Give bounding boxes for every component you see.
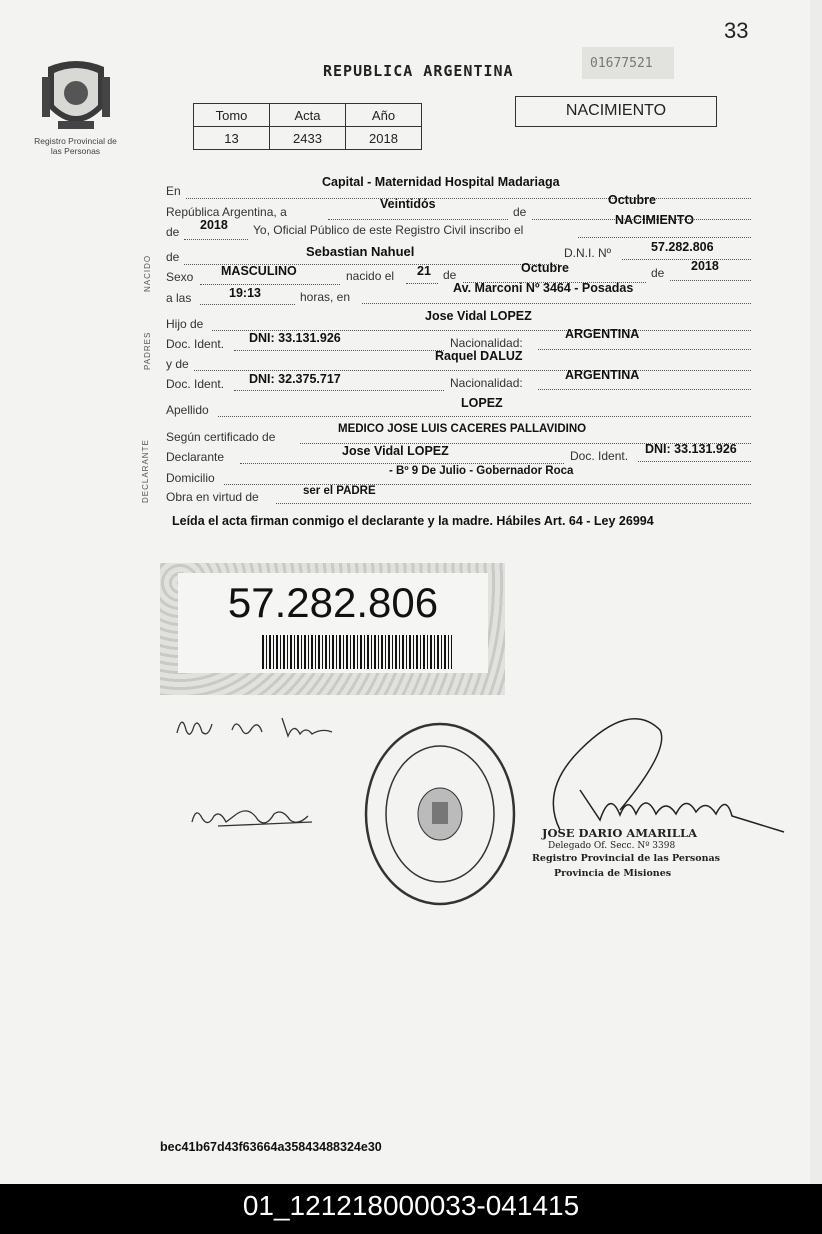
- label-nacido-el: nacido el: [346, 269, 395, 283]
- label-de: de: [651, 266, 665, 280]
- header-tomo: Tomo: [194, 104, 270, 127]
- value-dia: Veintidós: [380, 197, 436, 211]
- official-province: Provincia de Misiones: [554, 868, 672, 879]
- father-signature: [172, 708, 342, 748]
- value-obra: ser el PADRE: [303, 485, 376, 497]
- value-tomo: 13: [194, 127, 270, 150]
- dotted-line: [538, 348, 751, 350]
- label-de: de: [443, 268, 457, 282]
- dotted-line: [234, 349, 444, 351]
- label-yo: Yo, Oficial Público de este Registro Civil inscribo el: [253, 223, 524, 237]
- label-nacionalidad: Nacionalidad:: [450, 376, 523, 390]
- label-obra: Obra en virtud de: [166, 490, 259, 504]
- value-madre: Raquel DALUZ: [435, 349, 523, 363]
- official-seal: [362, 720, 518, 908]
- value-nombre: Sebastian Nahuel: [306, 244, 415, 259]
- dotted-line: [218, 415, 751, 417]
- dotted-line: [200, 283, 340, 285]
- book-reference-table: [193, 103, 422, 150]
- footer-code: 01_121218000033-041415: [0, 1184, 822, 1234]
- value-domicilio: - Bº 9 De Julio - Gobernador Roca: [389, 465, 574, 477]
- official-signature: [500, 710, 790, 840]
- dotted-line: [538, 388, 751, 390]
- dotted-line: [578, 236, 751, 238]
- value-tipo: NACIMIENTO: [615, 213, 694, 227]
- label-a-las: a las: [166, 291, 192, 305]
- dotted-line: [406, 282, 438, 284]
- label-declarante: Declarante: [166, 450, 225, 464]
- label-horas-en: horas, en: [300, 290, 351, 304]
- label-apellido: Apellido: [166, 403, 209, 417]
- value-sexo: MASCULINO: [221, 264, 297, 278]
- value-padre-doc: DNI: 33.131.926: [249, 331, 341, 345]
- sticker-number: 57.282.806: [227, 579, 439, 626]
- label-en: En: [166, 184, 181, 198]
- label-dni: D.N.I. Nº: [564, 246, 612, 260]
- label-doc-ident: Doc. Ident.: [166, 377, 225, 391]
- label-domicilio: Domicilio: [166, 471, 215, 485]
- document-title: REPUBLICA ARGENTINA: [323, 62, 514, 80]
- value-anio: 2018: [200, 218, 228, 232]
- value-padre-nac: ARGENTINA: [565, 327, 640, 341]
- value-hora: 19:13: [229, 286, 261, 300]
- dotted-line: [194, 369, 751, 371]
- value-mes: Octubre: [608, 193, 656, 207]
- value-nac-dia: 21: [417, 264, 431, 278]
- dotted-line: [362, 302, 751, 304]
- value-dni: 57.282.806: [651, 240, 714, 254]
- dotted-line: [240, 462, 564, 464]
- dotted-line: [184, 238, 248, 240]
- serial-number: 01677521: [582, 47, 674, 79]
- value-nac-mes: Octubre: [521, 261, 569, 275]
- dotted-line: [200, 303, 295, 305]
- province-crest-logo: [40, 57, 112, 135]
- legal-note: Leída el acta firman conmigo el declarante y la madre. Hábiles Art. 64 - Ley 26994: [172, 514, 654, 528]
- side-label-declarante: DECLARANTE: [141, 439, 150, 503]
- label-doc-ident: Doc. Ident.: [570, 449, 629, 463]
- value-madre-nac: ARGENTINA: [565, 368, 640, 382]
- dotted-line: [670, 279, 751, 281]
- official-name: JOSE DARIO AMARILLA: [542, 826, 697, 840]
- label-doc-ident: Doc. Ident.: [166, 337, 225, 351]
- document-hash: bec41b67d43f63664a35843488324e30: [160, 1140, 382, 1154]
- barcode: [262, 635, 452, 669]
- label-hijo-de: Hijo de: [166, 317, 204, 331]
- dotted-line: [186, 197, 751, 199]
- label-de: de: [513, 205, 527, 219]
- header-acta: Acta: [270, 104, 346, 127]
- dotted-line: [622, 258, 751, 260]
- label-sexo: Sexo: [166, 270, 194, 284]
- label-republica: República Argentina, a: [166, 205, 287, 219]
- value-nac-anio: 2018: [691, 259, 719, 273]
- act-type-box: NACIMIENTO: [515, 96, 717, 127]
- label-de: de: [166, 250, 180, 264]
- value-apellido: LOPEZ: [461, 396, 503, 410]
- value-lugar-nac: Av. Marconi Nº 3464 - Posadas: [453, 281, 634, 295]
- label-segun: Según certificado de: [166, 430, 276, 444]
- mother-signature: [188, 800, 318, 834]
- label-y-de: y de: [166, 357, 189, 371]
- dotted-line: [234, 389, 444, 391]
- value-padre: Jose Vidal LOPEZ: [425, 309, 532, 323]
- label-nacionalidad: Nacionalidad:: [450, 336, 523, 350]
- dotted-line: [328, 218, 508, 220]
- value-declarante-doc: DNI: 33.131.926: [645, 442, 737, 456]
- label-de: de: [166, 225, 180, 239]
- dotted-line: [638, 460, 751, 462]
- official-office: Registro Provincial de las Personas: [532, 853, 721, 864]
- header-anio: Año: [346, 104, 422, 127]
- page-number: 33: [724, 18, 749, 43]
- value-lugar: Capital - Maternidad Hospital Madariaga: [322, 175, 560, 189]
- value-certificado: MEDICO JOSE LUIS CACERES PALLAVIDINO: [338, 423, 587, 435]
- side-label-nacido: NACIDO: [143, 254, 152, 292]
- dotted-line: [276, 502, 751, 504]
- dni-sticker: [160, 563, 505, 695]
- value-acta: 2433: [270, 127, 346, 150]
- side-label-padres: PADRES: [143, 331, 152, 370]
- value-declarante: Jose Vidal LOPEZ: [342, 444, 449, 458]
- official-position: Delegado Of. Secc. Nº 3398: [548, 841, 676, 851]
- value-madre-doc: DNI: 32.375.717: [249, 372, 341, 386]
- value-anio: 2018: [346, 127, 422, 150]
- logo-caption: Registro Provincial de las Personas: [34, 136, 117, 156]
